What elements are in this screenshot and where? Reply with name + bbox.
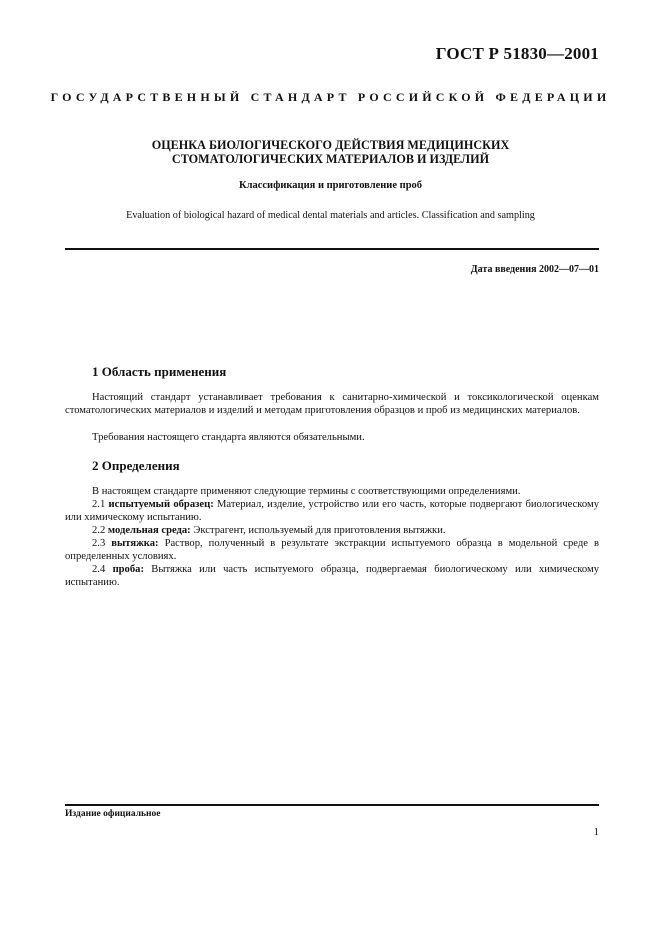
footer-divider	[65, 804, 599, 806]
header-divider	[65, 248, 599, 250]
definition-2-2	[65, 525, 599, 538]
section-2-heading: 2 Определения	[92, 458, 180, 473]
definition-term: проба:	[112, 564, 144, 575]
definition-text: Экстрагент, используемый для приготовления вытяжки.	[193, 525, 446, 536]
state-standard-title: ГОСУДАРСТВЕННЫЙ СТАНДАРТ РОССИЙСКОЙ ФЕДЕРАЦИИ	[50, 90, 611, 104]
english-title: Evaluation of biological hazard of medical dental materials and articles. Classification and sampling	[126, 210, 535, 221]
section-1-paragraph-2: Требования настоящего стандарта являются обязательными.	[92, 432, 365, 443]
definition-term: испытуемый образец:	[108, 499, 214, 510]
definition-2-1	[65, 499, 599, 525]
definition-text: Раствор, полученный в результате экстракции испытуемого образца в модельной среде в определенных условиях.	[65, 538, 599, 562]
document-code: ГОСТ Р 51830—2001	[435, 44, 599, 63]
definition-2-4	[65, 564, 599, 590]
title-line-1: ОЦЕНКА БИОЛОГИЧЕСКОГО ДЕЙСТВИЯ МЕДИЦИНСКИХ	[151, 138, 510, 152]
definition-text: Материал, изделие, устройство или его часть, которые подвергают биологическому или химическому испытанию.	[65, 499, 600, 523]
section-2-intro: В настоящем стандарте применяют следующие термины с соответствующими определениями.	[92, 486, 521, 497]
definition-term: модельная среда:	[107, 525, 191, 536]
section-1-paragraph-1: Настоящий стандарт устанавливает требования к санитарно-химической и токсикологической оценкам стоматологических материалов и изделий и методам приготовления образцов и проб из медицинских материалов.	[65, 392, 599, 416]
definition-2-3	[65, 538, 599, 564]
effective-date: Дата введения 2002—07—01	[470, 264, 599, 275]
definition-term: вытяжка:	[111, 538, 159, 549]
edition-note: Издание официальное	[65, 809, 161, 819]
definition-number: 2.3	[92, 538, 106, 549]
section-1-heading: 1 Область применения	[92, 364, 227, 379]
definition-number: 2.2	[92, 525, 106, 536]
document-title	[0, 138, 661, 166]
page-number: 1	[593, 826, 599, 838]
definition-number: 2.1	[92, 499, 106, 510]
document-subtitle: Классификация и приготовление проб	[238, 180, 423, 191]
title-line-2: СТОМАТОЛОГИЧЕСКИХ МАТЕРИАЛОВ И ИЗДЕЛИЙ	[171, 152, 490, 166]
definition-number: 2.4	[92, 564, 106, 575]
definition-text: Вытяжка или часть испытуемого образца, подвергаемая биологическому или химическому испытанию.	[65, 564, 599, 588]
